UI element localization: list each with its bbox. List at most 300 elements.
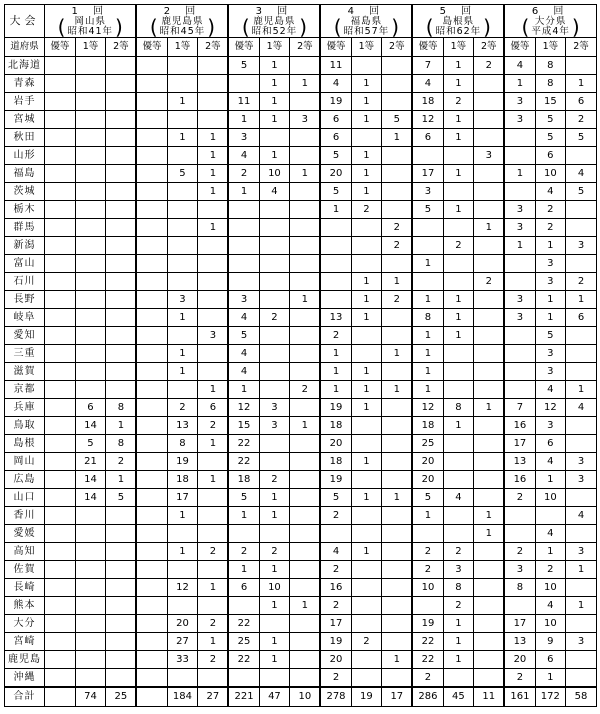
count-cell bbox=[259, 255, 290, 273]
prefecture-name: 宮城 bbox=[5, 111, 45, 129]
count-cell: 9 bbox=[535, 633, 566, 651]
count-cell bbox=[198, 525, 229, 543]
count-cell bbox=[474, 543, 505, 561]
count-cell: 4 bbox=[504, 57, 535, 75]
prefecture-name: 大分 bbox=[5, 615, 45, 633]
count-cell bbox=[290, 471, 321, 489]
count-cell bbox=[198, 309, 229, 327]
count-cell: 4 bbox=[566, 165, 597, 183]
count-cell bbox=[320, 237, 351, 255]
count-cell bbox=[382, 309, 413, 327]
count-cell: 1 bbox=[290, 597, 321, 615]
count-cell bbox=[382, 561, 413, 579]
count-cell bbox=[290, 57, 321, 75]
count-cell: 4 bbox=[535, 453, 566, 471]
count-cell bbox=[443, 147, 474, 165]
count-cell bbox=[504, 273, 535, 291]
count-cell bbox=[351, 561, 382, 579]
count-cell: 4 bbox=[320, 75, 351, 93]
count-cell bbox=[474, 237, 505, 255]
table-row bbox=[5, 489, 597, 507]
count-cell bbox=[290, 615, 321, 633]
count-cell: 4 bbox=[228, 345, 259, 363]
count-cell: 4 bbox=[259, 183, 290, 201]
count-cell bbox=[412, 273, 443, 291]
bracket-close: ) bbox=[483, 15, 491, 38]
count-cell bbox=[136, 345, 167, 363]
count-cell: 1 bbox=[106, 471, 137, 489]
count-cell bbox=[443, 363, 474, 381]
count-cell bbox=[75, 309, 106, 327]
count-cell: 1 bbox=[228, 111, 259, 129]
count-cell: 4 bbox=[320, 543, 351, 561]
count-cell bbox=[45, 525, 76, 543]
count-cell bbox=[290, 147, 321, 165]
count-cell: 4 bbox=[535, 381, 566, 399]
count-cell: 7 bbox=[504, 399, 535, 417]
count-cell bbox=[504, 147, 535, 165]
count-cell: 14 bbox=[75, 471, 106, 489]
total-cell: 184 bbox=[167, 687, 198, 707]
count-cell bbox=[45, 111, 76, 129]
count-cell bbox=[198, 345, 229, 363]
count-cell bbox=[45, 129, 76, 147]
count-cell bbox=[504, 363, 535, 381]
count-cell: 3 bbox=[504, 309, 535, 327]
count-cell bbox=[136, 525, 167, 543]
count-cell: 19 bbox=[167, 453, 198, 471]
venue-year: 昭和41年 bbox=[67, 26, 114, 37]
count-cell bbox=[167, 327, 198, 345]
count-cell: 1 bbox=[535, 669, 566, 688]
count-cell: 1 bbox=[351, 291, 382, 309]
count-cell: 10 bbox=[412, 579, 443, 597]
count-cell bbox=[45, 183, 76, 201]
count-cell bbox=[75, 327, 106, 345]
count-cell bbox=[45, 417, 76, 435]
rank-header: 優等 bbox=[45, 38, 76, 57]
count-cell bbox=[167, 219, 198, 237]
count-cell bbox=[106, 183, 137, 201]
table-row bbox=[5, 471, 597, 489]
count-cell: 13 bbox=[504, 453, 535, 471]
count-cell bbox=[45, 615, 76, 633]
count-cell bbox=[45, 435, 76, 453]
total-cell: 278 bbox=[320, 687, 351, 707]
count-cell bbox=[198, 93, 229, 111]
table-row bbox=[5, 147, 597, 165]
rank-header: 2等 bbox=[198, 38, 229, 57]
venue-year: 昭和62年 bbox=[435, 26, 482, 37]
count-cell: 1 bbox=[412, 381, 443, 399]
count-cell bbox=[136, 381, 167, 399]
count-cell bbox=[474, 183, 505, 201]
count-cell bbox=[382, 183, 413, 201]
count-cell bbox=[474, 309, 505, 327]
count-cell: 8 bbox=[535, 57, 566, 75]
count-cell: 3 bbox=[566, 237, 597, 255]
count-cell bbox=[75, 237, 106, 255]
count-cell bbox=[45, 327, 76, 345]
count-cell bbox=[45, 471, 76, 489]
tournament-number: 4 回 bbox=[347, 6, 386, 17]
count-cell bbox=[474, 417, 505, 435]
count-cell: 20 bbox=[412, 453, 443, 471]
count-cell bbox=[106, 543, 137, 561]
count-cell: 6 bbox=[75, 399, 106, 417]
count-cell: 12 bbox=[228, 399, 259, 417]
count-cell: 2 bbox=[474, 57, 505, 75]
count-cell: 1 bbox=[443, 57, 474, 75]
count-cell: 2 bbox=[566, 111, 597, 129]
prefecture-name: 山形 bbox=[5, 147, 45, 165]
count-cell bbox=[45, 381, 76, 399]
count-cell bbox=[412, 147, 443, 165]
tournament-venue-bracket bbox=[321, 17, 411, 37]
count-cell: 16 bbox=[320, 579, 351, 597]
count-cell bbox=[136, 417, 167, 435]
count-cell bbox=[136, 111, 167, 129]
count-cell bbox=[320, 219, 351, 237]
count-cell bbox=[167, 525, 198, 543]
count-cell bbox=[198, 363, 229, 381]
total-cell: 45 bbox=[443, 687, 474, 707]
count-cell bbox=[504, 327, 535, 345]
count-cell bbox=[136, 633, 167, 651]
count-cell bbox=[106, 147, 137, 165]
table-header bbox=[5, 5, 597, 57]
bracket-open: ( bbox=[521, 15, 530, 38]
prefecture-name: 岡山 bbox=[5, 453, 45, 471]
count-cell: 1 bbox=[167, 543, 198, 561]
count-cell bbox=[566, 669, 597, 688]
count-cell: 8 bbox=[535, 75, 566, 93]
count-cell: 1 bbox=[290, 165, 321, 183]
rank-header: 1等 bbox=[535, 38, 566, 57]
prefecture-name: 青森 bbox=[5, 75, 45, 93]
count-cell bbox=[45, 345, 76, 363]
count-cell: 1 bbox=[198, 147, 229, 165]
count-cell bbox=[45, 579, 76, 597]
count-cell bbox=[75, 543, 106, 561]
count-cell: 2 bbox=[504, 489, 535, 507]
venue-place: 大分県 bbox=[534, 16, 567, 27]
count-cell: 20 bbox=[412, 471, 443, 489]
count-cell: 6 bbox=[320, 129, 351, 147]
count-cell bbox=[566, 255, 597, 273]
count-cell: 1 bbox=[351, 111, 382, 129]
count-cell: 1 bbox=[566, 381, 597, 399]
count-cell bbox=[474, 579, 505, 597]
count-cell: 2 bbox=[106, 453, 137, 471]
count-cell bbox=[136, 219, 167, 237]
tournament-header-row bbox=[5, 5, 597, 38]
count-cell: 2 bbox=[320, 597, 351, 615]
count-cell bbox=[45, 489, 76, 507]
count-cell bbox=[259, 219, 290, 237]
count-cell bbox=[106, 327, 137, 345]
count-cell: 25 bbox=[228, 633, 259, 651]
count-cell bbox=[474, 489, 505, 507]
count-cell bbox=[351, 669, 382, 688]
table-row bbox=[5, 93, 597, 111]
count-cell bbox=[382, 255, 413, 273]
table-row bbox=[5, 381, 597, 399]
count-cell bbox=[106, 93, 137, 111]
table-row bbox=[5, 255, 597, 273]
count-cell bbox=[228, 669, 259, 688]
count-cell bbox=[106, 525, 137, 543]
count-cell: 1 bbox=[443, 651, 474, 669]
count-cell bbox=[474, 75, 505, 93]
table-row bbox=[5, 597, 597, 615]
count-cell: 1 bbox=[320, 201, 351, 219]
count-cell bbox=[167, 111, 198, 129]
bracket-open: ( bbox=[149, 15, 158, 38]
count-cell: 1 bbox=[167, 507, 198, 525]
count-cell bbox=[167, 201, 198, 219]
count-cell: 10 bbox=[259, 165, 290, 183]
count-cell: 1 bbox=[106, 417, 137, 435]
count-cell: 1 bbox=[382, 651, 413, 669]
count-cell bbox=[45, 237, 76, 255]
count-cell bbox=[198, 255, 229, 273]
count-cell bbox=[75, 507, 106, 525]
count-cell: 17 bbox=[504, 435, 535, 453]
count-cell: 1 bbox=[167, 93, 198, 111]
count-cell bbox=[106, 363, 137, 381]
count-cell bbox=[75, 363, 106, 381]
count-cell bbox=[290, 219, 321, 237]
count-cell bbox=[504, 507, 535, 525]
count-cell bbox=[45, 651, 76, 669]
count-cell bbox=[566, 525, 597, 543]
count-cell bbox=[136, 93, 167, 111]
count-cell: 3 bbox=[443, 561, 474, 579]
table-row bbox=[5, 615, 597, 633]
prefecture-name: 鹿児島 bbox=[5, 651, 45, 669]
count-cell bbox=[290, 489, 321, 507]
count-cell: 15 bbox=[228, 417, 259, 435]
count-cell bbox=[566, 579, 597, 597]
count-cell bbox=[198, 57, 229, 75]
count-cell: 2 bbox=[259, 309, 290, 327]
count-cell: 21 bbox=[75, 453, 106, 471]
venue-place: 鹿児島県 bbox=[161, 16, 204, 27]
count-cell bbox=[566, 327, 597, 345]
count-cell bbox=[351, 327, 382, 345]
count-cell: 19 bbox=[320, 633, 351, 651]
count-cell bbox=[106, 669, 137, 688]
count-cell bbox=[504, 183, 535, 201]
count-cell bbox=[75, 615, 106, 633]
count-cell bbox=[136, 183, 167, 201]
count-cell bbox=[443, 435, 474, 453]
count-cell: 1 bbox=[228, 183, 259, 201]
count-cell: 3 bbox=[535, 417, 566, 435]
count-cell: 1 bbox=[259, 75, 290, 93]
count-cell: 1 bbox=[259, 561, 290, 579]
count-cell bbox=[259, 669, 290, 688]
count-cell: 1 bbox=[535, 237, 566, 255]
count-cell: 1 bbox=[351, 93, 382, 111]
total-cell: 10 bbox=[290, 687, 321, 707]
count-cell bbox=[412, 597, 443, 615]
count-cell bbox=[474, 165, 505, 183]
prefecture-name: 秋田 bbox=[5, 129, 45, 147]
count-cell: 1 bbox=[412, 291, 443, 309]
table-row bbox=[5, 543, 597, 561]
count-cell: 8 bbox=[504, 579, 535, 597]
count-cell: 1 bbox=[351, 363, 382, 381]
total-cell: 19 bbox=[351, 687, 382, 707]
count-cell: 2 bbox=[198, 651, 229, 669]
count-cell bbox=[474, 363, 505, 381]
count-cell bbox=[351, 615, 382, 633]
count-cell: 1 bbox=[382, 129, 413, 147]
table-row bbox=[5, 633, 597, 651]
count-cell: 1 bbox=[566, 597, 597, 615]
count-cell: 10 bbox=[535, 165, 566, 183]
count-cell bbox=[412, 237, 443, 255]
count-cell bbox=[474, 327, 505, 345]
count-cell: 3 bbox=[504, 561, 535, 579]
rank-header: 優等 bbox=[320, 38, 351, 57]
count-cell bbox=[106, 129, 137, 147]
count-cell: 1 bbox=[198, 183, 229, 201]
prefecture-name: 香川 bbox=[5, 507, 45, 525]
count-cell bbox=[290, 363, 321, 381]
count-cell bbox=[136, 669, 167, 688]
tournament-number: 1 回 bbox=[71, 6, 110, 17]
total-cell: 161 bbox=[504, 687, 535, 707]
table-row bbox=[5, 327, 597, 345]
venue-place: 島根県 bbox=[442, 16, 475, 27]
count-cell bbox=[566, 615, 597, 633]
rank-header: 優等 bbox=[136, 38, 167, 57]
count-cell: 4 bbox=[535, 597, 566, 615]
venue-info bbox=[65, 17, 115, 37]
tournament-header bbox=[136, 5, 228, 38]
count-cell: 19 bbox=[412, 615, 443, 633]
count-cell bbox=[136, 561, 167, 579]
count-cell: 22 bbox=[412, 633, 443, 651]
count-cell bbox=[474, 615, 505, 633]
count-cell: 14 bbox=[75, 417, 106, 435]
count-cell bbox=[351, 507, 382, 525]
count-cell bbox=[351, 417, 382, 435]
count-cell: 8 bbox=[443, 399, 474, 417]
count-cell bbox=[136, 291, 167, 309]
count-cell: 1 bbox=[474, 399, 505, 417]
tournament-header bbox=[320, 5, 412, 38]
count-cell bbox=[382, 507, 413, 525]
count-cell bbox=[228, 525, 259, 543]
count-cell: 6 bbox=[320, 111, 351, 129]
count-cell bbox=[351, 525, 382, 543]
count-cell: 1 bbox=[198, 219, 229, 237]
count-cell: 3 bbox=[566, 471, 597, 489]
count-cell bbox=[45, 255, 76, 273]
count-cell bbox=[382, 201, 413, 219]
tournament-header bbox=[504, 5, 596, 38]
count-cell: 2 bbox=[443, 237, 474, 255]
count-cell bbox=[566, 489, 597, 507]
count-cell: 5 bbox=[320, 183, 351, 201]
rank-header: 1等 bbox=[259, 38, 290, 57]
count-cell: 1 bbox=[443, 633, 474, 651]
count-cell: 4 bbox=[535, 525, 566, 543]
count-cell bbox=[106, 201, 137, 219]
count-cell bbox=[259, 345, 290, 363]
count-cell bbox=[75, 525, 106, 543]
count-cell bbox=[290, 237, 321, 255]
count-cell bbox=[351, 57, 382, 75]
count-cell: 5 bbox=[566, 183, 597, 201]
count-cell bbox=[136, 237, 167, 255]
total-cell bbox=[45, 687, 76, 707]
count-cell: 3 bbox=[290, 111, 321, 129]
count-cell: 1 bbox=[443, 291, 474, 309]
rank-header-row bbox=[5, 38, 597, 57]
bracket-close: ) bbox=[391, 15, 400, 38]
count-cell bbox=[566, 363, 597, 381]
count-cell: 1 bbox=[443, 165, 474, 183]
count-cell: 1 bbox=[504, 75, 535, 93]
count-cell bbox=[198, 669, 229, 688]
count-cell: 2 bbox=[198, 417, 229, 435]
prefecture-name: 熊本 bbox=[5, 597, 45, 615]
total-cell: 11 bbox=[474, 687, 505, 707]
count-cell: 2 bbox=[351, 633, 382, 651]
count-cell: 10 bbox=[535, 579, 566, 597]
table-row bbox=[5, 273, 597, 291]
count-cell bbox=[259, 201, 290, 219]
venue-year: 昭和52年 bbox=[251, 26, 298, 37]
count-cell bbox=[75, 561, 106, 579]
count-cell: 17 bbox=[504, 615, 535, 633]
count-cell: 1 bbox=[259, 489, 290, 507]
table-row bbox=[5, 453, 597, 471]
count-cell bbox=[106, 273, 137, 291]
count-cell bbox=[198, 273, 229, 291]
count-cell bbox=[136, 579, 167, 597]
prefecture-name: 鳥取 bbox=[5, 417, 45, 435]
count-cell: 1 bbox=[351, 489, 382, 507]
count-cell bbox=[259, 453, 290, 471]
count-cell: 4 bbox=[228, 309, 259, 327]
count-cell bbox=[443, 471, 474, 489]
count-cell: 2 bbox=[320, 327, 351, 345]
count-cell: 2 bbox=[198, 543, 229, 561]
prefecture-name: 長野 bbox=[5, 291, 45, 309]
venue-info bbox=[529, 17, 572, 37]
table-row bbox=[5, 651, 597, 669]
count-cell: 1 bbox=[198, 129, 229, 147]
count-cell bbox=[106, 579, 137, 597]
count-cell bbox=[504, 129, 535, 147]
table-row bbox=[5, 129, 597, 147]
count-cell: 1 bbox=[535, 291, 566, 309]
count-cell: 8 bbox=[167, 435, 198, 453]
count-cell bbox=[290, 435, 321, 453]
count-cell bbox=[382, 543, 413, 561]
count-cell: 4 bbox=[535, 183, 566, 201]
count-cell bbox=[167, 75, 198, 93]
count-cell: 17 bbox=[412, 165, 443, 183]
count-cell: 1 bbox=[535, 543, 566, 561]
count-cell bbox=[382, 435, 413, 453]
